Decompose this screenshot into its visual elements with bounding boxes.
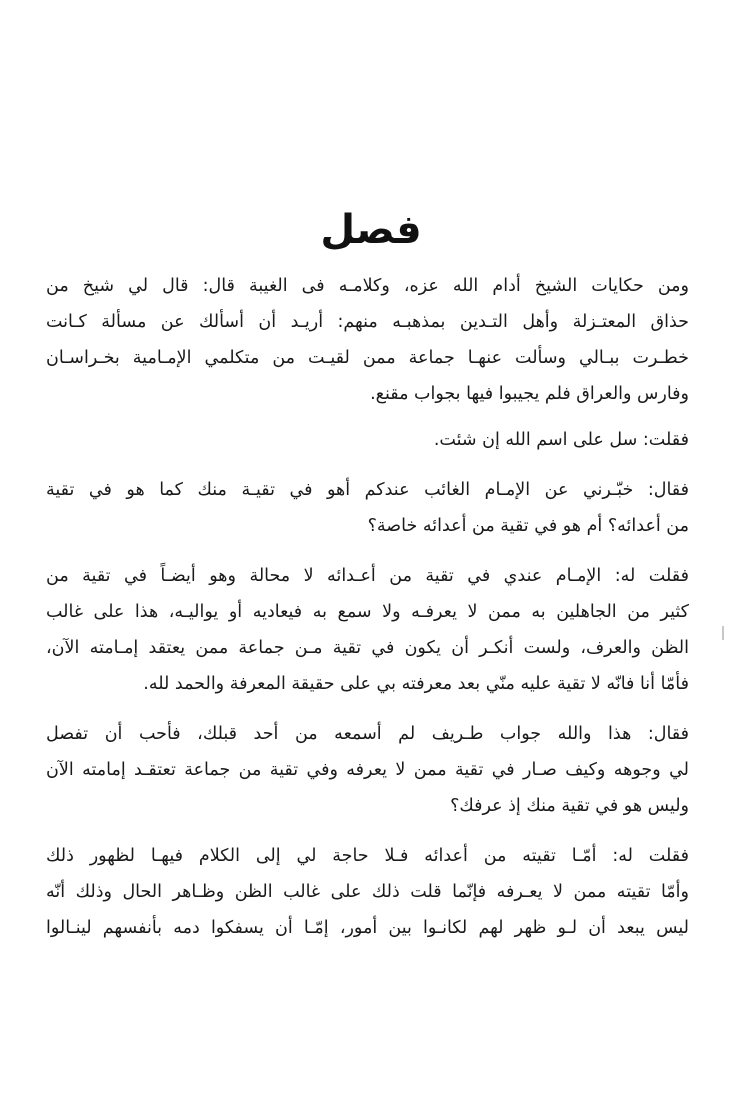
text-line: الظن والعرف، ولست أنكـر أن يكون في تقية مـن جماعة ممن يعتقد إمـامته الآن، xyxy=(46,638,689,658)
text-line: فقلت: سل على اسم الله إن شئت. xyxy=(433,430,689,450)
text-line: فقلت له: أمّـا تقيته من أعدائه فـلا حاجة لي إلى الكلام فيهـا لظهور ذلك xyxy=(46,846,689,866)
chapter-heading: فصل xyxy=(320,207,422,253)
text-line: كثير من الجاهلين به ممن لا يعرفـه ولا سمع به فيعاديه أو يواليـه، هذا على غالب xyxy=(46,602,689,622)
text-line: لي وجوهه وكيف صـار في تقية ممن لا يعرفه وفي تقية من جماعة تعتقـد إمامته الآن xyxy=(46,760,689,780)
paragraph-6 xyxy=(46,838,689,946)
text-line: ومن حكايات الشيخ أدام الله عزه، وكلامـه فى الغيبة قال: قال لي شيخ من xyxy=(46,276,689,296)
body-text xyxy=(46,268,689,946)
text-line: فقلت له: الإمـام عندي في تقية من أعـدائه لا محالة وهو أيضـاً في تقية من xyxy=(46,566,689,586)
text-line: وليس هو في تقية منك إذ عرفك؟ xyxy=(450,796,689,816)
text-line: خطـرت ببـالي وسألت عنهـا جماعة ممن لقيـت من متكلمي الإمـامية بخـراسـان xyxy=(46,348,689,368)
text-line: فأمّا أنا فانّه لا تقية عليه منّي بعد معرفته بي على حقيقة المعرفة والحمد لله. xyxy=(143,674,689,694)
text-line: حذاق المعتـزلة وأهل التـدين بمذهبـه منهم: أريـد أن أسألك عن مسألة كـانت xyxy=(46,312,689,332)
paragraph-1 xyxy=(46,268,689,412)
scan-artifact xyxy=(722,626,724,640)
paragraph-2 xyxy=(46,422,689,458)
text-line: وفارس والعراق فلم يجيبوا فيها بجواب مقنع. xyxy=(370,384,689,404)
text-line: فقال: هذا والله جواب طـريف لم أسمعه من أحد قبلك، فأحب أن تفصل xyxy=(46,724,689,744)
text-line: من أعدائه؟ أم هو في تقية من أعدائه خاصة؟ xyxy=(367,516,689,536)
text-line: وأمّا تقيته ممن لا يعـرفه فإنّما قلت ذلك على غالب الظن وظـاهر الحال وذلك أنّه xyxy=(46,882,689,902)
paragraph-5 xyxy=(46,716,689,824)
text-line: فقال: خبّـرني عن الإمـام الغائب عندكم أهو في تقيـة منك كما هو في تقية xyxy=(46,480,689,500)
paragraph-3 xyxy=(46,472,689,544)
paragraph-4 xyxy=(46,558,689,702)
text-line: ليس يبعد أن لـو ظهر لهم لكانـوا بين أمور، إمّـا أن يسفكوا دمه بأنفسهم لينـالوا xyxy=(46,918,689,938)
